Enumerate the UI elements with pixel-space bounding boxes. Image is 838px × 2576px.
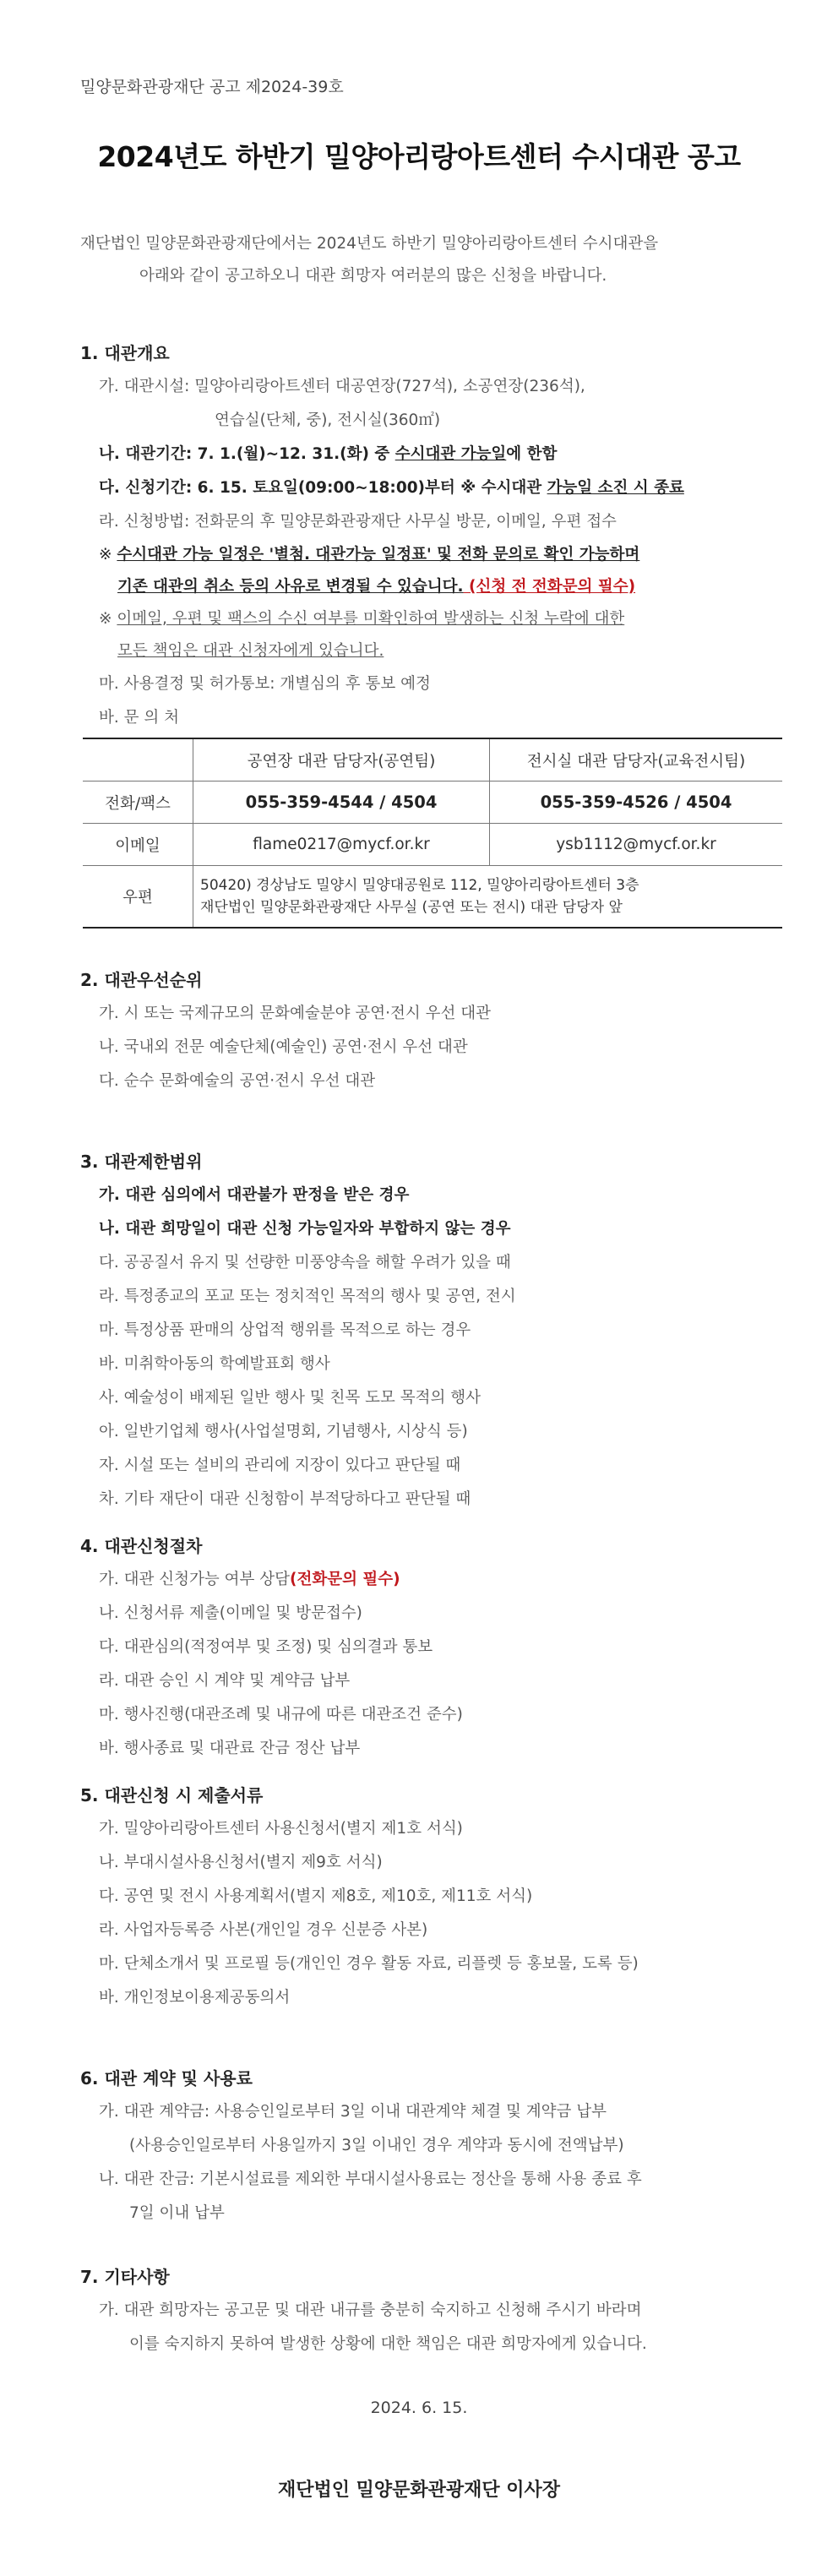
list-item: 다. 공공질서 유지 및 선량한 미풍양속을 해할 우려가 있을 때 (99, 1254, 511, 1272)
list-item-cont: 7일 이내 납부 (129, 2204, 225, 2222)
table-row (83, 824, 782, 866)
table-header: 공연장 대관 담당자(공연팀) (193, 738, 490, 782)
list-item: 바. 개인정보이용제공동의서 (99, 1989, 291, 2007)
table-row-label: 이메일 (83, 824, 193, 866)
email-exhibition[interactable]: ysb1112@mycf.or.kr (490, 824, 783, 866)
list-item: 가. 시 또는 국제규모의 문화예술분야 공연·전시 우선 대관 (99, 1005, 491, 1022)
section-priority (80, 963, 790, 1098)
list-item: 다. 순수 문화예술의 공연·전시 우선 대관 (99, 1072, 376, 1090)
overview-facility-cont: 연습실(단체, 중), 전시실(360㎡) (215, 411, 441, 429)
phone-performance: 055-359-4544 / 4504 (193, 782, 490, 824)
list-item: 나. 부대시설사용신청서(별지 제9호 서식) (99, 1854, 383, 1871)
overview-decision: 마. 사용결정 및 허가통보: 개별심의 후 통보 예정 (99, 675, 431, 693)
signature: 재단법인 밀양문화관광재단 이사장 (277, 2480, 561, 2501)
table-row (83, 866, 782, 929)
address-line: 재단법인 밀양문화관광재단 사무실 (공연 또는 전시) 대관 담당자 앞 (200, 899, 623, 916)
table-row-label: 전화/팩스 (83, 782, 193, 824)
list-item: 가. 대관 심의에서 대관불가 판정을 받은 경우 (99, 1186, 410, 1204)
list-item: 마. 행사진행(대관조례 및 내규에 따른 대관조건 준수) (99, 1706, 463, 1724)
list-item: 자. 시설 또는 설비의 관리에 지장이 있다고 판단될 때 (99, 1457, 461, 1474)
list-item-cont: (사용승인일로부터 사용일까지 3일 이내인 경우 계약과 동시에 전액납부) (129, 2137, 624, 2154)
list-item: 가. 대관 신청가능 여부 상담(전화문의 필수) (99, 1571, 400, 1588)
section-contract (80, 2061, 790, 2230)
list-item: 라. 사업자등록증 사본(개인일 경우 신분증 사본) (99, 1921, 428, 1939)
intro-paragraph (80, 228, 773, 292)
section-procedure (80, 1529, 790, 1766)
section-title: 1. 대관개요 (80, 343, 170, 363)
list-item: 나. 신청서류 제출(이메일 및 방문접수) (99, 1604, 362, 1622)
address-line: 50420) 경상남도 밀양시 밀양대공원로 112, 밀양아리랑아트센터 3층 (200, 877, 639, 894)
list-item: 라. 특정종교의 포교 또는 정치적인 목적의 행사 및 공연, 전시 (99, 1288, 516, 1305)
list-item: 바. 미취학아동의 학예발표회 행사 (99, 1355, 330, 1373)
intro-line: 아래와 같이 공고하오니 대관 희망자 여러분의 많은 신청을 바랍니다. (139, 267, 607, 285)
email-performance[interactable]: flame0217@mycf.or.kr (193, 824, 490, 866)
list-item: 가. 밀양아리랑아트센터 사용신청서(별지 제1호 서식) (99, 1820, 463, 1838)
list-item: 가. 대관 계약금: 사용승인일로부터 3일 이내 대관계약 체결 및 계약금 납부 (99, 2103, 607, 2121)
document-number: 밀양문화관광재단 공고 제2024-39호 (80, 78, 344, 96)
overview-note-schedule: ※ 수시대관 가능 일정은 '별첨. 대관가능 일정표' 및 전화 문의로 확인 가능하며 기존 대관의 취소 등의 사유로 변경될 수 있습니다. (신청 전 전화문의 필수) (99, 546, 640, 596)
list-item: 나. 국내외 전문 예술단체(예술인) 공연·전시 우선 대관 (99, 1038, 468, 1056)
table-row-label: 우편 (83, 866, 193, 929)
list-item: 바. 행사종료 및 대관료 잔금 정산 납부 (99, 1740, 361, 1757)
section-title: 4. 대관신청절차 (80, 1536, 203, 1556)
section-title: 2. 대관우선순위 (80, 970, 203, 990)
list-item: 라. 대관 승인 시 계약 및 계약금 납부 (99, 1672, 351, 1690)
section-title: 3. 대관제한범위 (80, 1152, 203, 1172)
list-item: 나. 대관 희망일이 대관 신청 가능일자와 부합하지 않는 경우 (99, 1220, 511, 1238)
list-item: 다. 대관심의(적정여부 및 조정) 및 심의결과 통보 (99, 1638, 433, 1656)
contact-table (83, 738, 782, 929)
section-title: 5. 대관신청 시 제출서류 (80, 1785, 264, 1805)
overview-period: 나. 대관기간: 7. 1.(월)~12. 31.(화) 중 수시대관 가능일에 한함 (99, 445, 558, 463)
list-item: 차. 기타 재단이 대관 신청함이 부적당하다고 판단될 때 (99, 1490, 471, 1508)
table-header: 전시실 대관 담당자(교육전시팀) (490, 738, 783, 782)
postal-address (193, 866, 783, 929)
table-cell (83, 738, 193, 782)
list-item: 가. 대관 희망자는 공고문 및 대관 내규를 충분히 숙지하고 신청해 주시기 바라며 (99, 2301, 642, 2319)
list-item: 사. 예술성이 배제된 일반 행사 및 친목 도모 목적의 행사 (99, 1389, 481, 1407)
overview-facility: 가. 대관시설: 밀양아리랑아트센터 대공연장(727석), 소공연장(236석), (99, 378, 585, 395)
phone-exhibition: 055-359-4526 / 4504 (490, 782, 783, 824)
table-row (83, 738, 782, 782)
intro-line: 재단법인 밀양문화관광재단에서는 2024년도 하반기 밀양아리랑아트센터 수시대관을 (80, 235, 659, 253)
overview-method: 라. 신청방법: 전화문의 후 밀양문화관광재단 사무실 방문, 이메일, 우편 접수 (99, 513, 617, 531)
list-item: 나. 대관 잔금: 기본시설료를 제외한 부대시설사용료는 정산을 통해 사용 종료 후 (99, 2170, 642, 2188)
overview-note-responsibility: ※ 이메일, 우편 및 팩스의 수신 여부를 미확인하여 발생하는 신청 누락에 대한 모든 책임은 대관 신청자에게 있습니다. (99, 610, 625, 660)
list-item-cont: 이를 숙지하지 못하여 발생한 상황에 대한 책임은 대관 희망자에게 있습니다. (129, 2335, 647, 2353)
list-item: 마. 특정상품 판매의 상업적 행위를 목적으로 하는 경우 (99, 1321, 471, 1339)
list-item: 아. 일반기업체 행사(사업설명회, 기념행사, 시상식 등) (99, 1423, 468, 1440)
section-title: 7. 기타사항 (80, 2267, 170, 2287)
overview-contact: 바. 문 의 처 (99, 709, 180, 727)
page-title: 2024년도 하반기 밀양아리랑아트센터 수시대관 공고 (97, 140, 741, 173)
table-row (83, 782, 782, 824)
section-documents (80, 1778, 790, 2015)
section-title: 6. 대관 계약 및 사용료 (80, 2068, 253, 2089)
section-restrictions (80, 1145, 790, 1517)
section-other (80, 2260, 790, 2361)
overview-application-period: 다. 신청기간: 6. 15. 토요일(09:00~18:00)부터 ※ 수시대관 가능일 소진 시 종료 (99, 479, 684, 497)
notice-date: 2024. 6. 15. (370, 2399, 468, 2417)
list-item: 다. 공연 및 전시 사용계획서(별지 제8호, 제10호, 제11호 서식) (99, 1887, 533, 1905)
list-item: 마. 단체소개서 및 프로필 등(개인인 경우 활동 자료, 리플렛 등 홍보물, 도록 등) (99, 1955, 639, 1973)
section-overview (80, 336, 790, 735)
